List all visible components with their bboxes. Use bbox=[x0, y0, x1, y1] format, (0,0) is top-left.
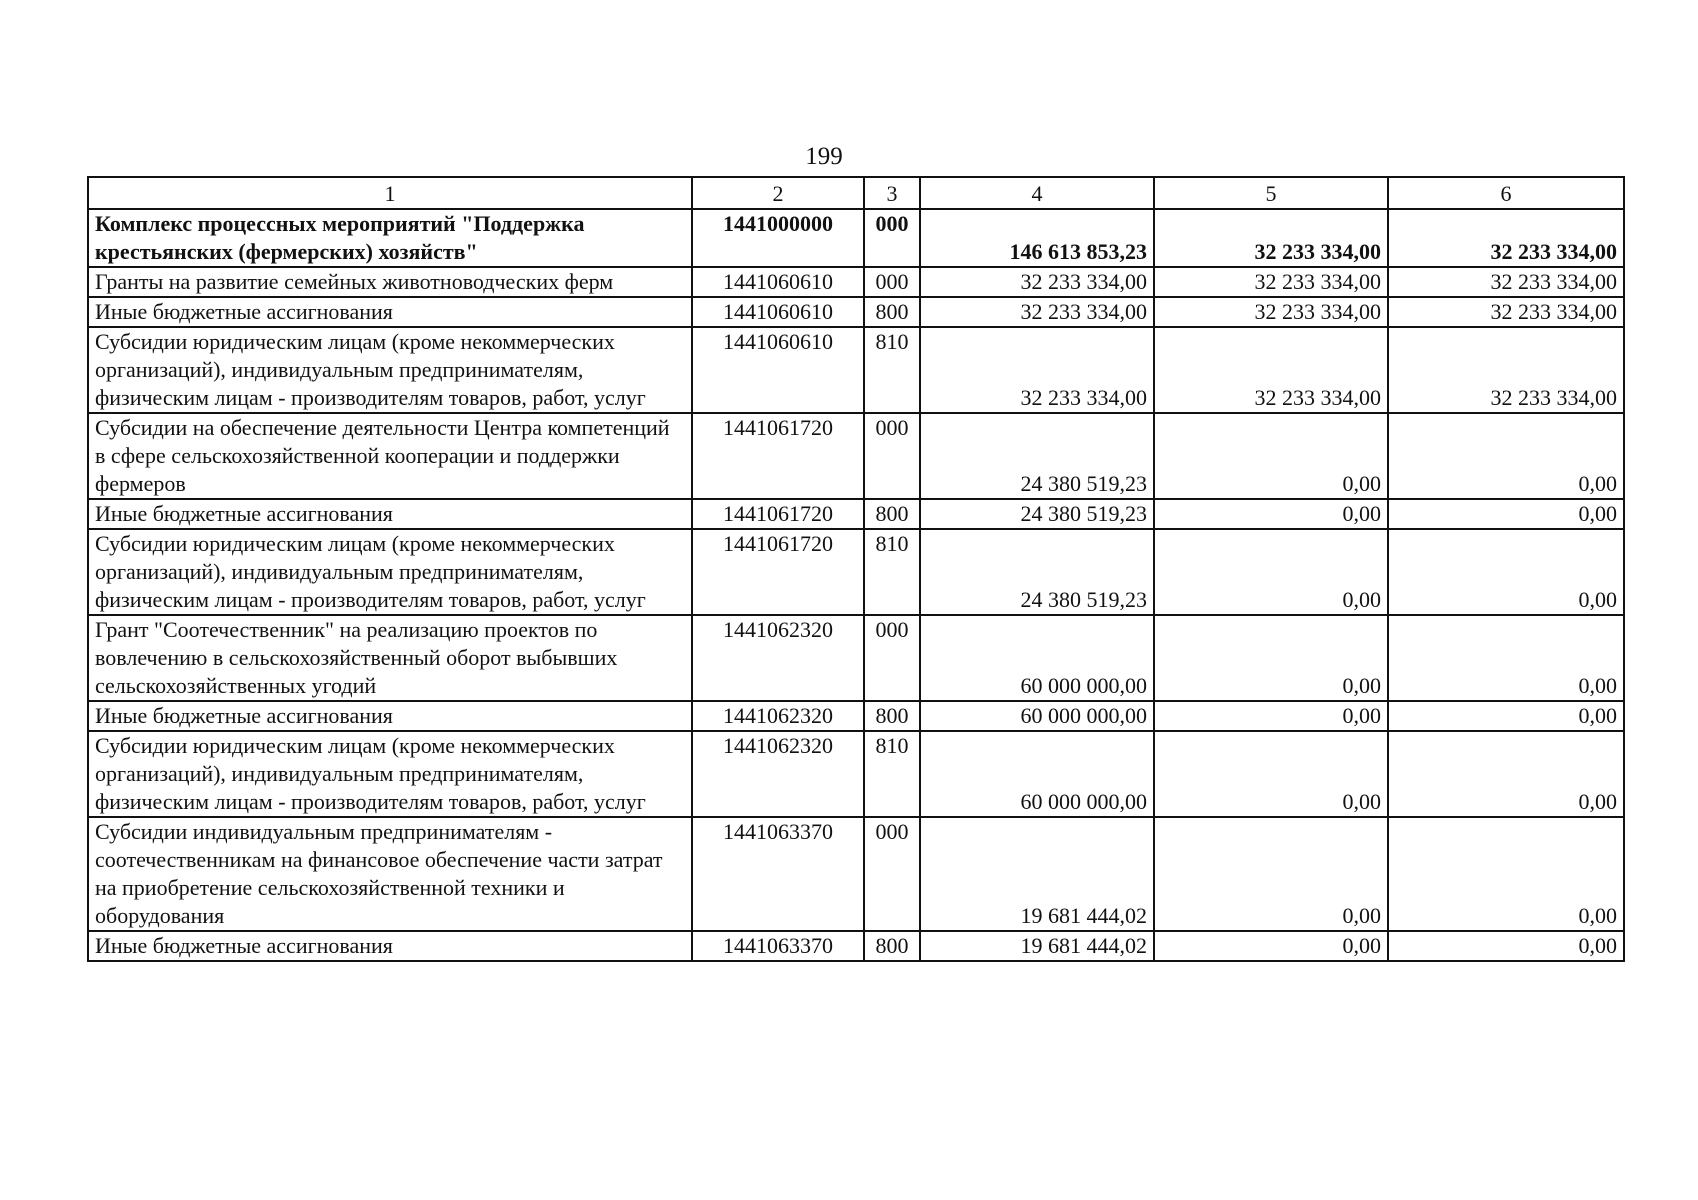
row-amount-col6: 32 233 334,00 bbox=[1388, 209, 1624, 267]
row-amount-col5: 0,00 bbox=[1154, 615, 1388, 701]
row-name-cell: Иные бюджетные ассигнования bbox=[88, 499, 692, 529]
table-row bbox=[88, 267, 1624, 297]
column-header: 2 bbox=[692, 177, 864, 209]
row-code-cell: 1441060610 bbox=[692, 327, 864, 413]
row-type-cell: 000 bbox=[864, 413, 920, 499]
table-row bbox=[88, 413, 1624, 499]
row-amount-col5: 32 233 334,00 bbox=[1154, 267, 1388, 297]
row-amount-col6: 32 233 334,00 bbox=[1388, 297, 1624, 327]
row-amount-col4: 60 000 000,00 bbox=[920, 615, 1154, 701]
column-header: 1 bbox=[88, 177, 692, 209]
row-amount-col5: 0,00 bbox=[1154, 701, 1388, 731]
row-name-cell: Субсидии юридическим лицам (кроме некоммерческих организаций), индивидуальным предпринимателям, физическим лицам - производителям товаров, работ, услуг bbox=[88, 529, 692, 615]
row-amount-col6: 0,00 bbox=[1388, 615, 1624, 701]
row-amount-col5: 0,00 bbox=[1154, 931, 1388, 961]
row-name-cell: Иные бюджетные ассигнования bbox=[88, 931, 692, 961]
row-code-cell: 1441062320 bbox=[692, 731, 864, 817]
row-amount-col4: 146 613 853,23 bbox=[920, 209, 1154, 267]
row-code-cell: 1441060610 bbox=[692, 267, 864, 297]
row-type-cell: 800 bbox=[864, 499, 920, 529]
row-amount-col4: 24 380 519,23 bbox=[920, 413, 1154, 499]
table-row bbox=[88, 615, 1624, 701]
row-type-cell: 000 bbox=[864, 817, 920, 931]
table-row bbox=[88, 499, 1624, 529]
row-amount-col5: 0,00 bbox=[1154, 817, 1388, 931]
budget-table bbox=[87, 176, 1625, 962]
row-amount-col6: 0,00 bbox=[1388, 701, 1624, 731]
row-type-cell: 000 bbox=[864, 267, 920, 297]
row-amount-col6: 32 233 334,00 bbox=[1388, 327, 1624, 413]
row-amount-col4: 24 380 519,23 bbox=[920, 529, 1154, 615]
row-amount-col5: 0,00 bbox=[1154, 499, 1388, 529]
row-type-cell: 800 bbox=[864, 701, 920, 731]
row-name-cell: Комплекс процессных мероприятий "Поддержка крестьянских (фермерских) хозяйств" bbox=[88, 209, 692, 267]
row-amount-col6: 0,00 bbox=[1388, 529, 1624, 615]
row-amount-col5: 0,00 bbox=[1154, 413, 1388, 499]
column-header: 4 bbox=[920, 177, 1154, 209]
row-type-cell: 000 bbox=[864, 209, 920, 267]
row-code-cell: 1441061720 bbox=[692, 499, 864, 529]
row-amount-col4: 60 000 000,00 bbox=[920, 701, 1154, 731]
header-row bbox=[88, 177, 1624, 209]
table-row bbox=[88, 701, 1624, 731]
row-amount-col5: 32 233 334,00 bbox=[1154, 209, 1388, 267]
row-code-cell: 1441000000 bbox=[692, 209, 864, 267]
row-amount-col6: 0,00 bbox=[1388, 413, 1624, 499]
column-header: 3 bbox=[864, 177, 920, 209]
row-code-cell: 1441061720 bbox=[692, 413, 864, 499]
table-row bbox=[88, 817, 1624, 931]
row-type-cell: 810 bbox=[864, 529, 920, 615]
row-name-cell: Субсидии юридическим лицам (кроме некоммерческих организаций), индивидуальным предпринимателям, физическим лицам - производителям товаров, работ, услуг bbox=[88, 327, 692, 413]
row-name-cell: Иные бюджетные ассигнования bbox=[88, 297, 692, 327]
row-amount-col5: 32 233 334,00 bbox=[1154, 297, 1388, 327]
row-amount-col4: 32 233 334,00 bbox=[920, 297, 1154, 327]
row-code-cell: 1441061720 bbox=[692, 529, 864, 615]
row-name-cell: Иные бюджетные ассигнования bbox=[88, 701, 692, 731]
row-amount-col6: 32 233 334,00 bbox=[1388, 267, 1624, 297]
page-number: 199 bbox=[805, 143, 843, 170]
row-name-cell: Грант "Соотечественник" на реализацию проектов по вовлечению в сельскохозяйственный оборот выбывших сельскохозяйственных угодий bbox=[88, 615, 692, 701]
row-amount-col4: 24 380 519,23 bbox=[920, 499, 1154, 529]
column-header: 6 bbox=[1388, 177, 1624, 209]
row-type-cell: 810 bbox=[864, 327, 920, 413]
row-amount-col6: 0,00 bbox=[1388, 499, 1624, 529]
row-amount-col4: 60 000 000,00 bbox=[920, 731, 1154, 817]
table-row bbox=[88, 297, 1624, 327]
row-amount-col4: 19 681 444,02 bbox=[920, 931, 1154, 961]
row-amount-col4: 32 233 334,00 bbox=[920, 267, 1154, 297]
row-amount-col5: 32 233 334,00 bbox=[1154, 327, 1388, 413]
table-row bbox=[88, 327, 1624, 413]
column-header: 5 bbox=[1154, 177, 1388, 209]
row-type-cell: 810 bbox=[864, 731, 920, 817]
table-row bbox=[88, 209, 1624, 267]
row-amount-col5: 0,00 bbox=[1154, 529, 1388, 615]
table-row bbox=[88, 529, 1624, 615]
row-code-cell: 1441063370 bbox=[692, 931, 864, 961]
row-name-cell: Гранты на развитие семейных животноводческих ферм bbox=[88, 267, 692, 297]
row-amount-col6: 0,00 bbox=[1388, 731, 1624, 817]
row-amount-col6: 0,00 bbox=[1388, 931, 1624, 961]
row-code-cell: 1441063370 bbox=[692, 817, 864, 931]
row-name-cell: Субсидии индивидуальным предпринимателям - соотечественникам на финансовое обеспечение части затрат на приобретение сельскохозяйственной техники и оборудования bbox=[88, 817, 692, 931]
row-amount-col4: 32 233 334,00 bbox=[920, 327, 1154, 413]
row-amount-col6: 0,00 bbox=[1388, 817, 1624, 931]
row-type-cell: 000 bbox=[864, 615, 920, 701]
table-row bbox=[88, 731, 1624, 817]
row-amount-col4: 19 681 444,02 bbox=[920, 817, 1154, 931]
row-code-cell: 1441062320 bbox=[692, 615, 864, 701]
row-amount-col5: 0,00 bbox=[1154, 731, 1388, 817]
row-name-cell: Субсидии юридическим лицам (кроме некоммерческих организаций), индивидуальным предпринимателям, физическим лицам - производителям товаров, работ, услуг bbox=[88, 731, 692, 817]
row-name-cell: Субсидии на обеспечение деятельности Центра компетенций в сфере сельскохозяйственной кооперации и поддержки фермеров bbox=[88, 413, 692, 499]
row-type-cell: 800 bbox=[864, 297, 920, 327]
row-type-cell: 800 bbox=[864, 931, 920, 961]
row-code-cell: 1441062320 bbox=[692, 701, 864, 731]
table-row bbox=[88, 931, 1624, 961]
row-code-cell: 1441060610 bbox=[692, 297, 864, 327]
